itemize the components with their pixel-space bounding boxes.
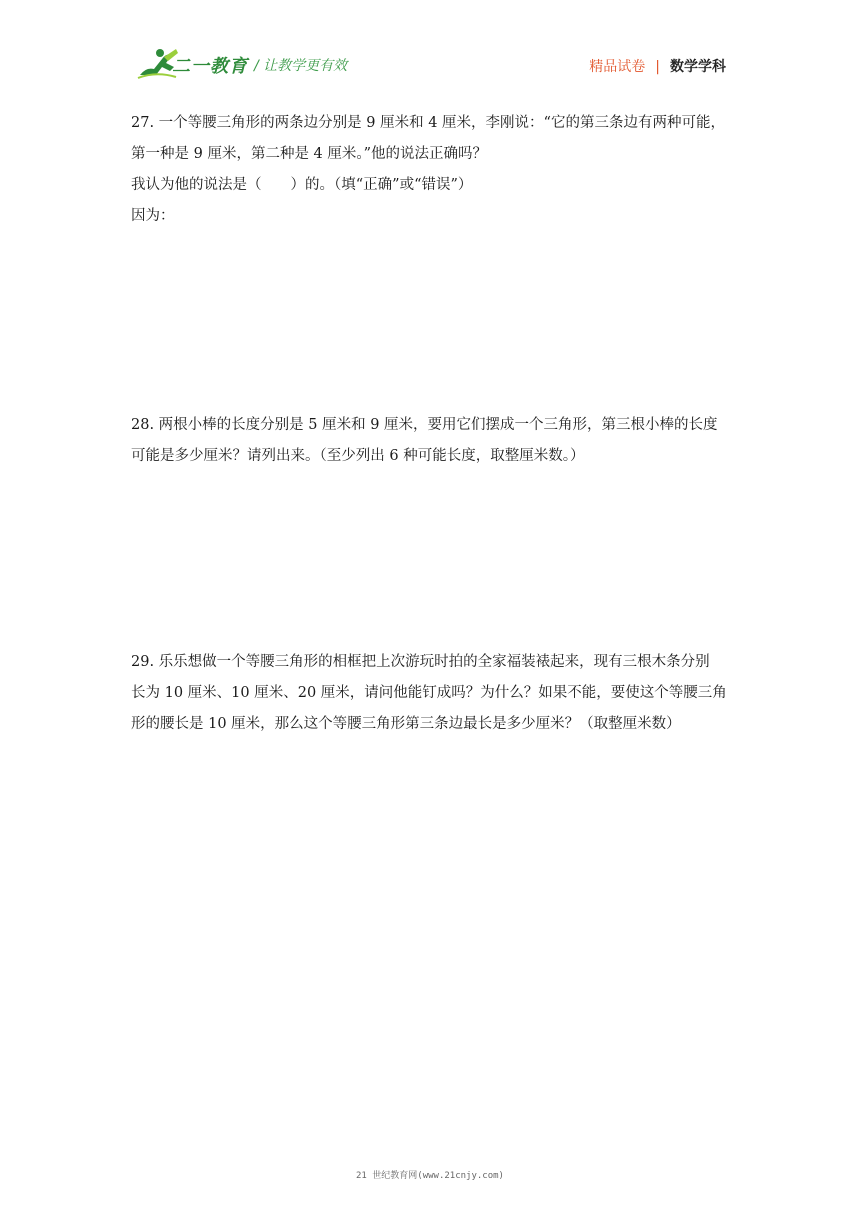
question-28: [131, 410, 731, 472]
question-line: 29. 乐乐想做一个等腰三角形的相框把上次游玩时拍的全家福装裱起来，现有三根木条分别: [131, 654, 710, 670]
question-line: 28. 两根小棒的长度分别是 5 厘米和 9 厘米，要用它们摆成一个三角形，第三根小棒的长度: [131, 417, 718, 433]
question-line: 可能是多少厘米？请列出来。（至少列出 6 种可能长度，取整厘米数。）: [131, 448, 585, 464]
quality-tag: 精品试卷: [589, 59, 646, 75]
page-header: [0, 0, 860, 90]
question-line: 27. 一个等腰三角形的两条边分别是 9 厘米和 4 厘米，李刚说：“它的第三条边有两种可能，: [131, 115, 725, 131]
question-29: [131, 647, 731, 740]
page-footer: 21 世纪教育网(www.21cnjy.com): [356, 1171, 504, 1181]
question-line: 形的腰长是 10 厘米，那么这个等腰三角形第三条边最长是多少厘米？（取整厘米数）: [131, 716, 681, 732]
question-line: 长为 10 厘米、10 厘米、20 厘米，请问他能钉成吗？为什么？如果不能，要使这个等腰三角: [131, 685, 727, 701]
brand-slogan: / 让教学更有效: [254, 58, 348, 74]
header-tags: [589, 56, 726, 76]
question-line: 第一种是 9 厘米，第二种是 4 厘米。”他的说法正确吗？: [131, 146, 488, 162]
reason-prompt-line: 因为：: [131, 208, 175, 224]
header-divider: |: [655, 59, 660, 75]
question-27: [131, 108, 731, 232]
subject-tag: 数学学科: [670, 59, 726, 75]
brand-name: 二一教育: [172, 56, 248, 77]
answer-prompt-line: 我认为他的说法是（ ）的。（填“正确”或“错误”）: [131, 177, 473, 193]
